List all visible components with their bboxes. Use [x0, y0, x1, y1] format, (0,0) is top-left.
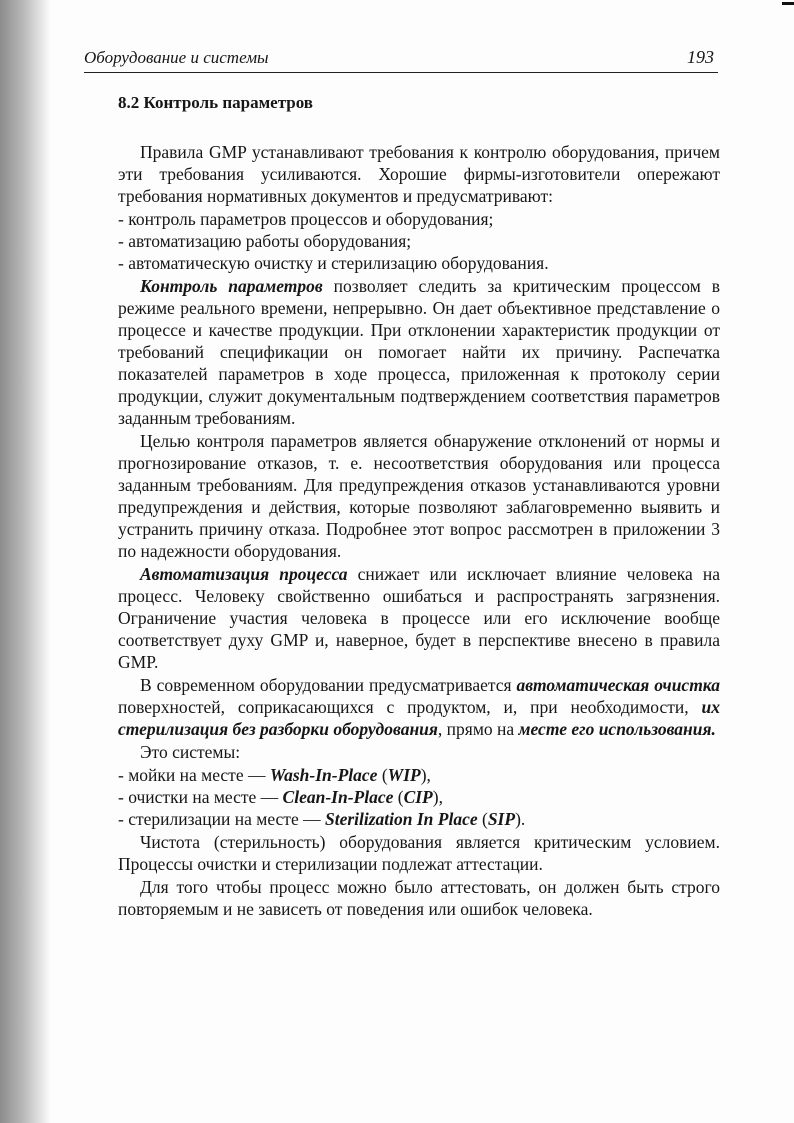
system-name: Clean-In-Place: [282, 787, 394, 807]
list-item: - контроль параметров процессов и оборудования;: [118, 209, 494, 229]
page-number: 193: [687, 47, 714, 67]
paragraph-text: позволяет следить за критическим процессом в режиме реального времени, непрерывно. Он дает объективное представление о процессе и качестве продукции. При отклонении характеристик продукции от требований спецификации он помогает найти их причину. Распечатка показателей параметров в ходе процесса, приложенная к протоколу серии продукции, служит документальным подтверждением соответствия параметров заданным требованиям.: [118, 276, 720, 428]
systems-label: [118, 741, 720, 763]
item-prefix: - стерилизации на месте —: [118, 809, 325, 829]
paragraph-text: снижает или исключает влияние человека на процесс. Человеку свойственно ошибаться и распространять загрязнения. Ограничение участия человека в процессе или его исключение вообще соответствует духу GMP и, наверное, будет в перспективе внесено в правила GMP.: [118, 564, 720, 672]
scan-corner-mark: [782, 2, 794, 5]
list-item-wip: [118, 764, 720, 786]
system-abbr: SIP: [487, 809, 516, 829]
requirements-list: [118, 208, 720, 274]
paragraph-parameter-control: [118, 275, 720, 429]
section-heading: 8.2 Контроль параметров: [118, 93, 313, 112]
scan-binding-shadow: [0, 0, 50, 1123]
paragraph-control-goal: Целью контроля параметров является обнаружение отклонений от нормы и прогнозирование отказов, т. е. несоответствия оборудования или процесса заданным требованиям. Для предупреждения отказов устанавливаются уровни предупреждения и действия, которые позволяют заблаговременно выявить и устранить причину отказа. Подробнее этот вопрос рассмотрен в приложении 3 по надежности оборудования.: [118, 431, 720, 561]
term-parameter-control: Контроль параметров: [140, 276, 323, 296]
item-prefix: - очистки на месте —: [118, 787, 283, 807]
list-item-sip: [118, 808, 720, 830]
list-item: - автоматическую очистку и стерилизацию оборудования.: [118, 253, 549, 273]
paragraph-auto-cleaning: [118, 674, 720, 740]
paragraph-intro: Правила GMP устанавливают требования к контролю оборудования, причем эти требования усиливаются. Хорошие фирмы-изготовители опережают требования нормативных документов и предусматривают:: [118, 142, 720, 206]
running-head-title: Оборудование и системы: [84, 48, 269, 67]
list-item: - автоматизацию работы оборудования;: [118, 231, 412, 251]
term-auto-cleaning: автоматическая очистка: [516, 675, 720, 695]
paragraph-automation: [118, 563, 720, 673]
text-fragment: , прямо на: [437, 719, 519, 739]
paren-close: ),: [420, 765, 431, 785]
paragraph-validation: Для того чтобы процесс можно было аттестовать, он должен быть строго повторяемым и не зависеть от поведения или ошибок человека.: [118, 877, 720, 919]
system-name: Sterilization In Place: [324, 809, 478, 829]
term-sterilization-without-disassembly: их стерилизация без разборки оборудования: [118, 697, 720, 739]
paren-open: (: [393, 787, 404, 807]
page-body: [118, 92, 720, 921]
term-place-of-use: месте его использования.: [518, 719, 716, 739]
text-fragment: поверхностей, соприкасающихся с продуктом, и, при необходимости,: [118, 697, 702, 717]
term-process-automation: Автоматизация процесса: [140, 564, 348, 584]
item-prefix: - мойки на месте —: [118, 765, 270, 785]
paren-close: ).: [515, 809, 526, 829]
paren-open: (: [477, 809, 488, 829]
text-fragment: В современном оборудовании предусматривается: [140, 675, 517, 695]
system-abbr: WIP: [387, 765, 421, 785]
systems-label-text: Это системы:: [140, 742, 241, 762]
systems-list: [118, 764, 720, 830]
paragraph-cleanliness: Чистота (стерильность) оборудования является критическим условием. Процессы очистки и стерилизации подлежат аттестации.: [118, 832, 720, 874]
running-head: [84, 46, 718, 73]
paren-close: ),: [432, 787, 443, 807]
system-abbr: CIP: [403, 787, 433, 807]
system-name: Wash-In-Place: [269, 765, 378, 785]
list-item-cip: [118, 786, 720, 808]
paren-open: (: [377, 765, 388, 785]
